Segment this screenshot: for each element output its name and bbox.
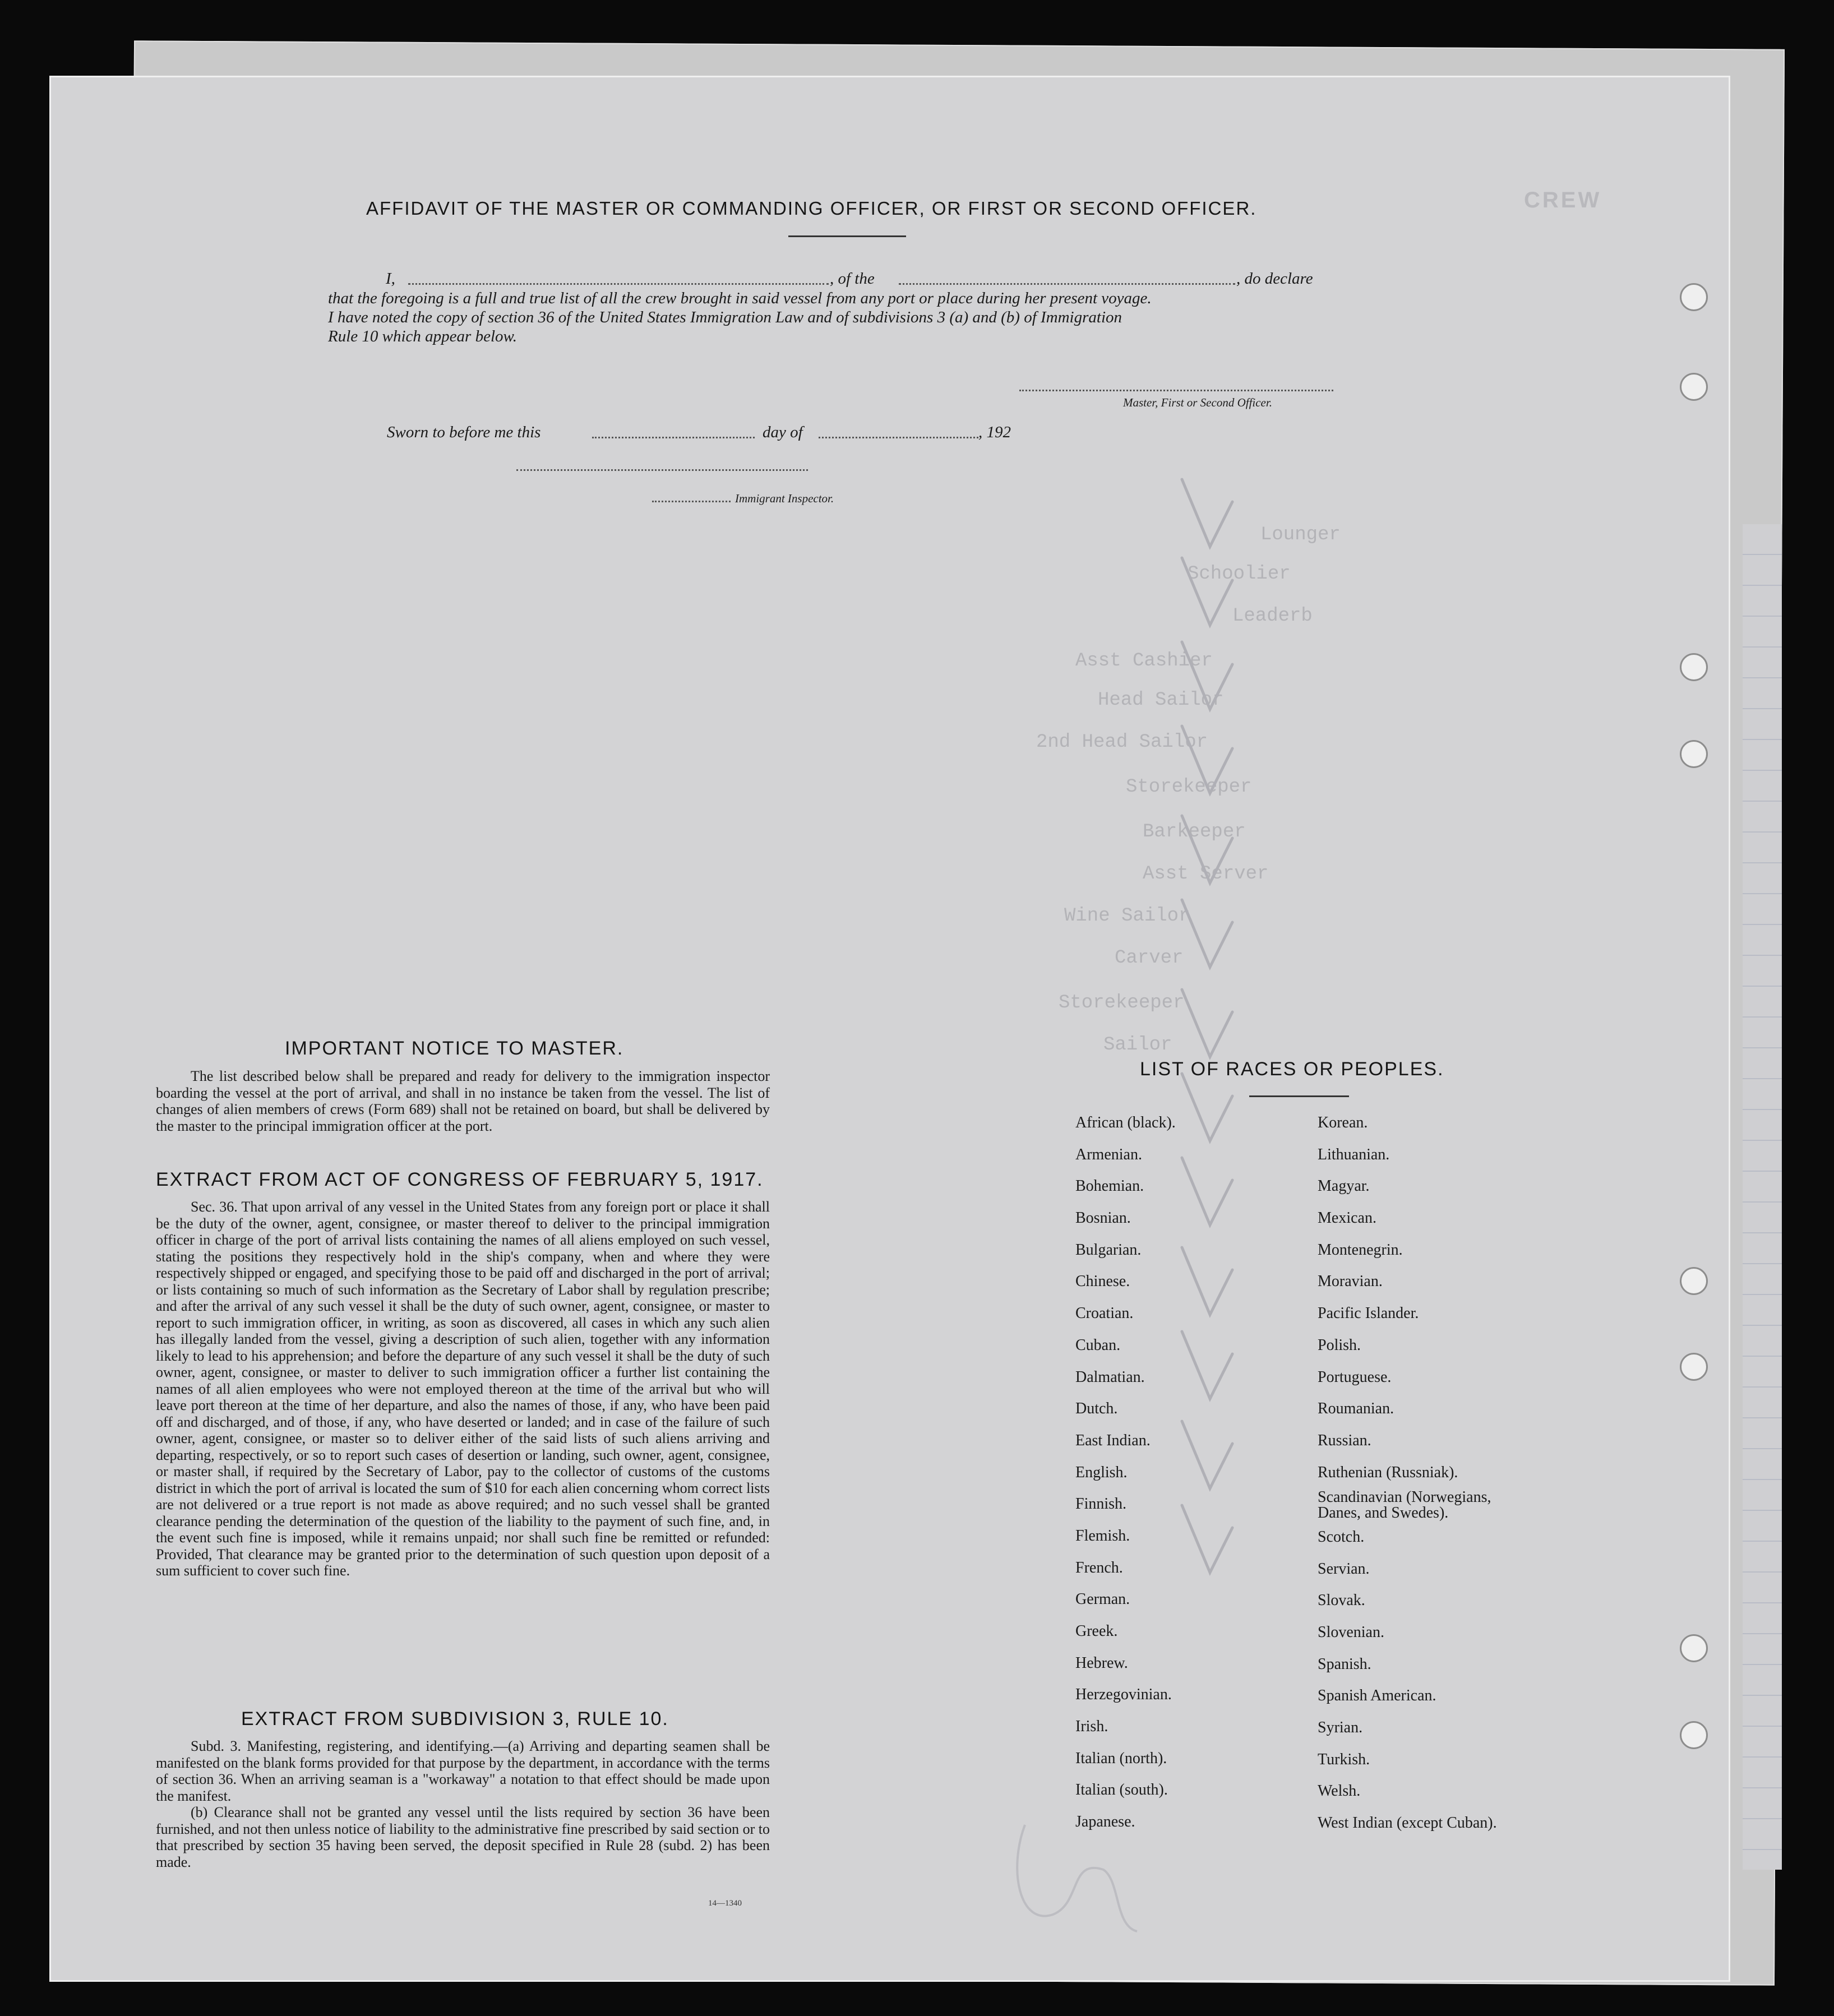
race-item: Montenegrin. (1318, 1241, 1403, 1259)
race-item: Finnish. (1075, 1495, 1127, 1513)
bleed-row: Asst Server (1143, 863, 1269, 885)
race-item: Pacific Islander. (1318, 1305, 1419, 1323)
race-item: Herzegovinian. (1075, 1686, 1172, 1704)
bleed-row: Sailor (1103, 1034, 1172, 1056)
races-left-column (1075, 1107, 1176, 1838)
bleed-row: Storekeeper (1059, 992, 1185, 1014)
race-item: Slovak. (1318, 1592, 1365, 1610)
name-field[interactable] (408, 283, 829, 285)
races-right-column (1318, 1107, 1503, 1839)
document-page (49, 76, 1730, 1982)
bleed-row: Head Sailor (1098, 690, 1224, 711)
bleed-row: Lounger (1260, 524, 1341, 545)
bleed-row: 2nd Head Sailor (1036, 732, 1208, 753)
affidavit-line-3: I have noted the copy of section 36 of the United States Immigration Law and of subdivisions 3 (a) and (b) of Immigration (328, 308, 1122, 326)
race-item: Japanese. (1075, 1813, 1135, 1831)
notice-text: The list described below shall be prepared and ready for delivery to the immigration inspector boarding the vessel at the port of arrival, and shall in no instance be taken from the vessel. The list of changes of alien members of crews (Form 689) shall not be retained on board, but shall be delivered by the master to the principal immigration officer at the port. (156, 1068, 770, 1134)
race-item: Spanish. (1318, 1655, 1371, 1673)
race-item: Bulgarian. (1075, 1241, 1142, 1259)
punch-hole (1680, 740, 1708, 768)
race-item: Cuban. (1075, 1336, 1121, 1354)
divider (788, 235, 906, 237)
rule-extract-title: EXTRACT FROM SUBDIVISION 3, RULE 10. (241, 1708, 669, 1730)
race-item: Bohemian. (1075, 1177, 1144, 1195)
race-item: West Indian (except Cuban). (1318, 1814, 1497, 1832)
race-item: Lithuanian. (1318, 1145, 1390, 1163)
race-item: Russian. (1318, 1431, 1371, 1449)
race-item: German. (1075, 1590, 1130, 1608)
ruled-margin (1743, 524, 1782, 1870)
bleed-row: Wine Sailor (1064, 905, 1190, 927)
race-item: Greek. (1075, 1622, 1118, 1640)
officer-signature-field[interactable] (1019, 390, 1333, 391)
form-number: 14—1340 (708, 1899, 742, 1908)
race-item: Welsh. (1318, 1782, 1361, 1800)
race-item: Italian (north). (1075, 1749, 1167, 1767)
notice-title: IMPORTANT NOTICE TO MASTER. (285, 1038, 624, 1059)
race-item: Polish. (1318, 1336, 1361, 1354)
race-item: Chinese. (1075, 1273, 1130, 1291)
inspector-signature-field[interactable] (516, 469, 808, 471)
bleed-row: Carver (1115, 947, 1184, 969)
affidavit-line-2: that the foregoing is a full and true list of all the crew brought in said vessel from any port or place during her present voyage. (328, 289, 1152, 307)
act-extract-title: EXTRACT FROM ACT OF CONGRESS OF FEBRUARY 5, 1917. (156, 1169, 764, 1190)
race-item: Flemish. (1075, 1527, 1130, 1545)
bleed-row: Schoolier (1188, 563, 1291, 585)
bleed-row: Storekeeper (1126, 776, 1252, 798)
bleed-through-header: CREW (1524, 188, 1602, 212)
race-item: Dutch. (1075, 1400, 1118, 1418)
race-item: Magyar. (1318, 1177, 1370, 1195)
punch-hole (1680, 653, 1708, 681)
race-item: Turkish. (1318, 1750, 1370, 1768)
race-item: Dalmatian. (1075, 1368, 1145, 1386)
sworn-prefix: Sworn to before me this (387, 423, 541, 441)
punch-hole (1680, 373, 1708, 401)
bleed-row: Barkeeper (1143, 821, 1246, 843)
race-item: Syrian. (1318, 1719, 1363, 1737)
act-extract-text: Sec. 36. That upon arrival of any vessel in the United States from any foreign port or place it shall be the duty of the owner, agent, consignee, or master thereof to deliver to the principal immigration officer in charge of the port of arrival lists containing the names of all aliens employed on such vessel, stating the positions they respectively hold in the ship's company, when and where they were respectively shipped or engaged, and specifying those to be paid off and discharged in the port of arrival; or lists containing so much of such information as the Secretary of Labor shall by regulation prescribe; and after the arrival of any such vessel it shall be the duty of such owner, agent, consignee, or master to report to such immigration officer, in writing, as soon as discovered, all cases in which any such alien has illegally landed from the vessel, giving a description of such alien, together with any information likely to lead to his apprehension; and before the departure of any such vessel it shall be the duty of such owner, agent, consignee, or master to deliver to such immigration officer a further list containing the names of all alien employees who were not employed thereon at the time of the arrival but who will leave port thereon at the time of her departure, and also the names of those, if any, who have been paid off and discharged, and of those, if any, who have deserted or landed; and in case of the failure of such owner, agent, consignee, or master so to deliver either of the said lists of such aliens arriving and departing, respectively, or so to report such cases of desertion or landing, such owner, agent, consignee, or master shall, if required by the Secretary of Labor, pay to the collector of customs of the customs district in which the port of arrival is located the sum of $10 for each alien concerning whom correct lists are not delivered or a true report is not made as above required; and no such vessel shall be granted clearance pending the determination of the question of the liability to the payment of such fine, and, in the event such fine is imposed, while it remains unpaid; nor shall such fine be remitted or refunded: Provided, That clearance may be granted prior to the determination of such question upon deposit of a sum sufficient to cover such fine. (156, 1199, 770, 1579)
race-item: Moravian. (1318, 1273, 1383, 1291)
affidavit-do-declare: , do declare (1236, 270, 1313, 288)
race-item: Armenian. (1075, 1145, 1142, 1163)
race-item: Scandinavian (Norwegians, Danes, and Swedes). (1318, 1488, 1491, 1522)
race-item: French. (1075, 1559, 1123, 1576)
race-item: Korean. (1318, 1114, 1368, 1131)
race-item: Roumanian. (1318, 1400, 1394, 1418)
race-item: Irish. (1075, 1718, 1108, 1736)
divider (1249, 1095, 1349, 1097)
race-item: Mexican. (1318, 1209, 1376, 1227)
punch-hole (1680, 283, 1708, 311)
punch-hole (1680, 1721, 1708, 1749)
sworn-day-field[interactable] (592, 437, 755, 438)
bleed-row: Leaderb (1232, 605, 1313, 627)
race-item: Ruthenian (Russniak). (1318, 1463, 1458, 1481)
race-item: Hebrew. (1075, 1654, 1128, 1672)
race-item: Servian. (1318, 1560, 1370, 1578)
officer-label: Master, First or Second Officer. (1123, 396, 1272, 409)
rule-extract-text: Subd. 3. Manifesting, registering, and identifying.—(a) Arriving and departing seamen shall be manifested on the blank forms provided for that purpose by the department, in accordance with the terms of section 36. When an arriving seaman is a "workaway" a notation to that effect should be made upon the manifest. (b) Clearance shall not be granted any vessel until the lists required by section 36 have been furnished, and not then unless notice of liability to the administrative fine prescribed by said section or to that prescribed by section 35 having been served, the deposit specified in Rule 28 (subd. 2) has been made. (156, 1738, 770, 1870)
sworn-day-of: day of (763, 423, 803, 441)
race-item: Bosnian. (1075, 1209, 1131, 1227)
race-item: Spanish American. (1318, 1687, 1436, 1705)
race-item: Croatian. (1075, 1305, 1134, 1323)
vessel-field[interactable] (899, 283, 1235, 285)
sworn-year: , 192 (978, 423, 1011, 441)
inspector-label: Immigrant Inspector. (735, 492, 834, 505)
affidavit-of-the: , of the (830, 270, 875, 288)
punch-hole (1680, 1267, 1708, 1295)
race-item: Italian (south). (1075, 1781, 1168, 1799)
punch-hole (1680, 1353, 1708, 1381)
race-item: English. (1075, 1463, 1128, 1481)
sworn-month-field[interactable] (819, 437, 978, 438)
race-item: Scotch. (1318, 1528, 1365, 1546)
race-item: African (black). (1075, 1114, 1176, 1131)
race-item: East Indian. (1075, 1431, 1151, 1449)
race-item: Slovenian. (1318, 1624, 1384, 1641)
race-item: Portuguese. (1318, 1368, 1392, 1386)
inspector-signature-field-2[interactable] (652, 501, 731, 502)
races-title: LIST OF RACES OR PEOPLES. (1140, 1058, 1444, 1080)
affidavit-i: I, (386, 270, 395, 288)
affidavit-line-4: Rule 10 which appear below. (328, 327, 517, 345)
bleed-row: Asst Cashier (1075, 650, 1213, 672)
punch-hole (1680, 1634, 1708, 1662)
affidavit-title: AFFIDAVIT OF THE MASTER OR COMMANDING OFFICER, OR FIRST OR SECOND OFFICER. (366, 198, 1257, 219)
